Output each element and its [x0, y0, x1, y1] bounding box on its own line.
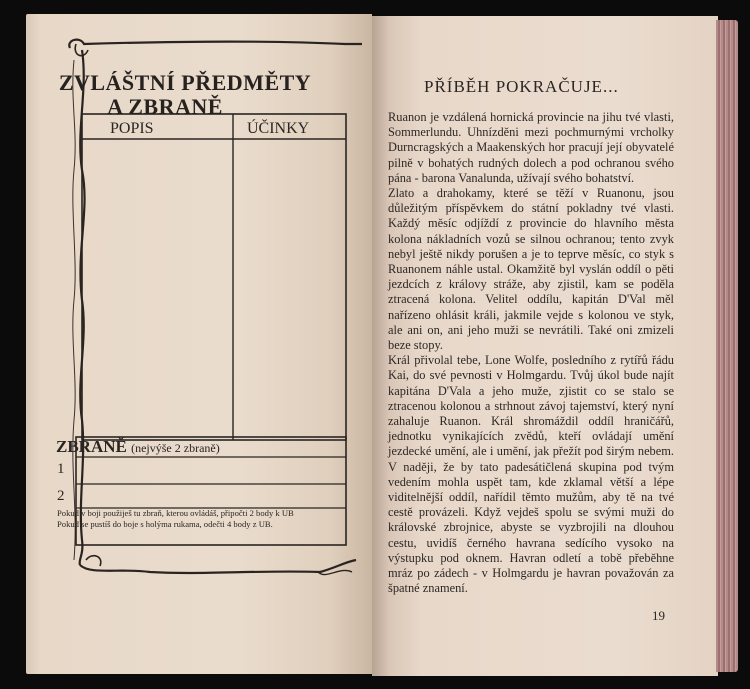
- story-continues-title: PŘÍBĚH POKRAČUJE...: [424, 77, 619, 96]
- weapon-slot-1: 1: [57, 461, 65, 477]
- story-paragraph-1: Ruanon je vzdálená hornická provincie na jihu tvé vlasti, Sommerlundu. Uhnízděni mezi pochmurnými vrcholky Durncragských a Maakenských hor pracují její obyvatelé pilně v bohatých rudných dolech a pod ochranou svého pána - barona Vanalunda, užívají svého bohatství.: [388, 110, 674, 185]
- weapons-label-text: ZBRANĚ: [56, 437, 127, 456]
- weapon-rules-note: [57, 508, 357, 530]
- special-items-title-line1: ZVLÁŠTNÍ PŘEDMĚTY: [58, 70, 312, 95]
- column-header-description: POPIS: [110, 120, 154, 137]
- weapons-label: [56, 437, 220, 457]
- story-paragraph-3: Král přivolal tebe, Lone Wolfe, posledního z rytířů řádu Kai, do své pevnosti v Holmgardu. Tvůj úkol bude najít kapitána D'Vala a jeho muže, zjistit co se stalo se ztracenou kolonou a strhnout závoj tajemství, který nyní zahaluje Ruanon. Král shromáždil oddíl hraničářů, jednotku vynikajících zvědů, kteří ovládají umění jezdecké umění, ale i umění, jak přežít pod širým nebem. V naději, že by tato padesátičlená skupina pod tvým vedením mohla uspět tam, kde zklamal větší a lépe viditelnější oddíl, nařídil těmto mužům, aby tě na tvé cestě provázeli. Když vejdeš spolu se svými muži do královské zbrojnice, abyste se vyzbrojili na dlouhou cestu, uvidíš černého havrana sedícího vysoko na výstupku pod oknem. Havran odletí a tobě přeběhne mráz po zádech - v Holmgardu je havran považován za špatné znamení.: [388, 353, 674, 596]
- page-number: 19: [652, 608, 665, 623]
- story-text: [388, 110, 674, 597]
- special-items-title-line2: A ZBRANĚ: [107, 94, 223, 119]
- story-paragraph-2: Zlato a drahokamy, které se těží v Ruanonu, jsou důležitým příspěvkem do státní pokladny tvé vlasti. Každý měsíc odjíždí z provincie do hlavního města kolona nákladních vozů se silnou ochranou; tento zvyk nebyl ještě nikdy porušen a je to teprve měsíc, co styk s Ruanonem náhle ustal. Okamžitě byl vyslán oddíl o pěti jezdcích z královy stráže, aby zjistil, kam se poděla ztracená kolona. Velitel oddílu, kapitán D'Val měl nařízeno ohlásit králi, jakmile vejde s kolonou ve styk, ale ani on, ani jeho muži se nevrátili. Také oni zmizeli beze stopy.: [388, 186, 674, 353]
- weapon-rule-2: Pokud se pustíš do boje s holýma rukama, odečti 4 body z UB.: [57, 519, 273, 529]
- weapon-rule-1: Pokud v boji použiješ tu zbraň, kterou ovládáš, připočti 2 body k UB: [57, 508, 294, 518]
- column-header-effects: ÚČINKY: [247, 120, 310, 137]
- weapons-limit-note: (nejvýše 2 zbraně): [131, 441, 220, 455]
- weapon-slot-2: 2: [57, 488, 65, 504]
